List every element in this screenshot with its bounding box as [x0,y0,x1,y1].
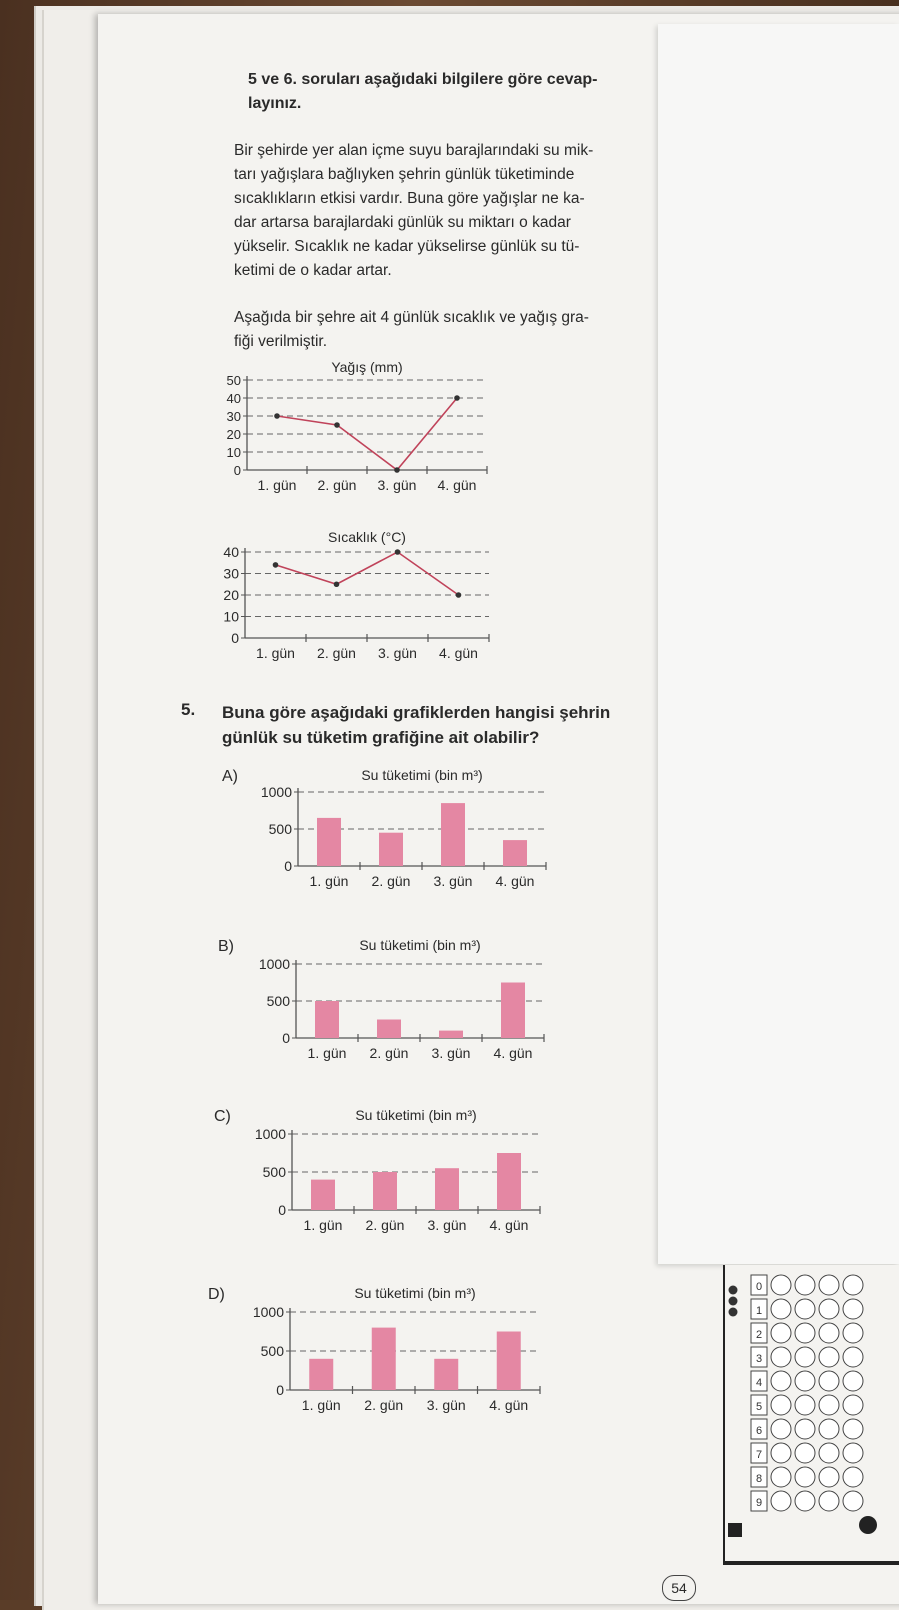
x-tick-label: 2. gün [371,873,411,889]
intro-paragraph [234,139,652,283]
x-tick-label: 2. gün [364,1397,404,1413]
y-tick-label: 0 [233,463,241,478]
answer-bubble[interactable] [843,1347,863,1367]
digit-label: 8 [755,1473,763,1485]
bar [497,1332,521,1391]
answer-bubble[interactable] [771,1419,791,1439]
text-line: fiği verilmiştir. [234,333,328,350]
digit-label: 7 [755,1449,763,1461]
question-line: Buna göre aşağıdaki grafiklerden hangisi şehrin [222,703,611,722]
x-tick-label: 4. gün [439,645,478,661]
answer-bubble[interactable] [795,1443,815,1463]
chart-title: Su tüketimi (bin m³) [359,938,481,953]
x-tick-label: 1. gün [256,645,295,661]
x-tick-label: 3. gün [378,645,417,661]
bar [315,1001,339,1038]
data-point [456,592,462,598]
digit-label: 3 [755,1353,763,1365]
x-tick-label: 2. gün [369,1045,409,1061]
y-tick-label: 20 [223,587,239,603]
data-point [334,581,340,587]
option-b-label[interactable]: B) [218,938,234,955]
answer-bubble[interactable] [771,1323,791,1343]
answer-bubble[interactable] [819,1419,839,1439]
bar [377,1020,401,1039]
question-line: günlük su tüketim grafiğine ait olabilir? [222,728,540,747]
answer-bubble[interactable] [843,1275,863,1295]
answer-bubble[interactable] [819,1443,839,1463]
bar [372,1328,396,1390]
bar [439,1031,463,1038]
chart-title: Su tüketimi (bin m³) [354,1286,476,1301]
answer-bubble[interactable] [819,1467,839,1487]
x-tick-label: 2. gün [317,645,356,661]
y-tick-label: 500 [260,1343,284,1359]
bar [379,833,403,866]
digit-label: 4 [755,1377,763,1389]
x-tick-label: 4. gün [437,477,477,493]
bar [373,1172,397,1210]
answer-bubble[interactable] [795,1491,815,1511]
answer-bubble[interactable] [771,1275,791,1295]
answer-bubble[interactable] [819,1299,839,1319]
answer-bubble[interactable] [795,1299,815,1319]
question-text [222,700,662,750]
answer-bubble[interactable] [795,1371,815,1391]
answer-bubble[interactable] [795,1323,815,1343]
option-c-chart[interactable] [232,1108,562,1258]
marker-dot [729,1308,738,1317]
y-tick-label: 50 [226,373,241,388]
x-tick-label: 1. gün [309,873,349,889]
answer-bubble[interactable] [771,1371,791,1391]
chart-title: Su tüketimi (bin m³) [355,1108,477,1123]
y-tick-label: 20 [226,427,241,442]
x-tick-label: 3. gün [431,1045,471,1061]
y-tick-label: 500 [262,1164,286,1180]
answer-bubble[interactable] [795,1419,815,1439]
blank-sheet [658,24,899,1264]
text-line: dar artarsa barajlardaki günlük su miktarı o kadar [234,214,571,231]
y-tick-label: 1000 [258,956,290,972]
text-line: yükselir. Sıcaklık ne kadar yükselirse günlük su tü- [234,238,580,255]
x-tick-label: 2. gün [317,477,357,493]
y-tick-label: 0 [278,1202,286,1218]
answer-bubble[interactable] [771,1443,791,1463]
answer-bubble[interactable] [819,1347,839,1367]
bar [501,983,525,1039]
bar [311,1180,335,1210]
x-tick-label: 4. gün [489,1217,529,1233]
answer-bubble[interactable] [843,1371,863,1391]
answer-bubble[interactable] [795,1395,815,1415]
digit-label: 5 [755,1401,763,1413]
y-tick-label: 10 [226,445,241,460]
option-b-chart[interactable] [236,938,566,1088]
data-point [454,395,460,401]
option-a-label[interactable]: A) [222,768,238,785]
y-tick-label: 30 [223,565,239,582]
y-tick-label: 30 [226,409,241,424]
marker-square [728,1523,742,1537]
x-tick-label: 1. gün [307,1045,347,1061]
answer-bubble[interactable] [795,1347,815,1367]
answer-bubble[interactable] [843,1419,863,1439]
text-line: Aşağıda bir şehre ait 4 günlük sıcaklık ve yağış gra- [234,309,589,326]
y-tick-label: 10 [223,608,239,625]
option-c-label[interactable]: C) [214,1108,231,1125]
x-tick-label: 3. gün [377,477,417,493]
x-tick-label: 4. gün [489,1397,529,1413]
answer-bubble[interactable] [819,1371,839,1391]
answer-bubble[interactable] [795,1275,815,1295]
marker-dot [729,1286,738,1295]
digit-label: 1 [755,1305,763,1317]
digit-label: 6 [755,1425,763,1437]
x-tick-label: 1. gün [303,1217,343,1233]
data-point [273,562,279,568]
chart-title: Sıcaklık (°C) [328,530,406,545]
question-number: 5. [181,700,196,719]
rainfall-chart [200,360,520,510]
answer-bubble-grid [723,1265,899,1565]
page-number: 54 [662,1575,696,1601]
bar [441,803,465,866]
bar [503,840,527,866]
y-tick-label: 40 [223,544,239,560]
answer-bubble[interactable] [819,1323,839,1343]
heading-line: 5 ve 6. soruları aşağıdaki bilgilere göre cevap- [248,71,598,88]
marker-dot [729,1297,738,1306]
y-tick-label: 0 [282,1030,290,1046]
digit-label: 2 [755,1329,763,1341]
answer-bubble[interactable] [843,1323,863,1343]
text-line: ketimi de o kadar artar. [234,262,392,279]
x-tick-label: 2. gün [365,1217,405,1233]
bar [317,818,341,866]
text-line: Bir şehirde yer alan içme suyu barajlarındaki su mik- [234,142,594,159]
x-tick-label: 4. gün [493,1045,533,1061]
chart-title: Yağış (mm) [331,360,403,375]
y-tick-label: 1000 [254,1126,286,1142]
answer-bubble[interactable] [843,1395,863,1415]
y-tick-label: 0 [284,858,292,874]
answer-bubble[interactable] [843,1467,863,1487]
y-tick-label: 500 [268,821,292,837]
x-tick-label: 4. gün [495,873,535,889]
y-tick-label: 1000 [260,784,292,800]
answer-bubble[interactable] [795,1467,815,1487]
text-line: tarı yağışlara bağlıyken şehrin günlük tüketiminde [234,166,575,183]
answer-bubble[interactable] [843,1299,863,1319]
chart-title: Su tüketimi (bin m³) [361,768,483,783]
answer-bubble[interactable] [771,1347,791,1367]
option-d-label[interactable]: D) [208,1286,225,1303]
answer-bubble[interactable] [819,1395,839,1415]
y-tick-label: 40 [226,391,241,406]
answer-bubble[interactable] [843,1443,863,1463]
bar [497,1153,521,1210]
x-tick-label: 3. gün [433,873,473,889]
bar [434,1359,458,1390]
option-d-chart[interactable] [228,1286,558,1436]
bar [435,1168,459,1210]
graph-intro-paragraph [234,306,652,354]
answer-bubble[interactable] [771,1491,791,1511]
answer-bubble[interactable] [819,1491,839,1511]
y-tick-label: 500 [266,993,290,1009]
answer-bubble[interactable] [843,1491,863,1511]
y-tick-label: 1000 [252,1304,284,1320]
x-tick-label: 3. gün [426,1397,466,1413]
digit-label: 9 [755,1497,763,1509]
answer-bubble[interactable] [771,1395,791,1415]
heading-line: layınız. [248,95,302,112]
y-tick-label: 0 [276,1382,284,1398]
y-tick-label: 0 [231,630,239,646]
data-point [334,422,340,428]
bar [309,1359,333,1390]
answer-bubble[interactable] [819,1275,839,1295]
option-a-chart[interactable] [240,768,570,918]
x-tick-label: 1. gün [301,1397,341,1413]
temperature-chart [200,530,520,680]
digit-label: 0 [755,1281,763,1293]
data-point [394,467,400,473]
x-tick-label: 3. gün [427,1217,467,1233]
answer-bubble[interactable] [771,1299,791,1319]
section-heading [248,68,648,116]
x-tick-label: 1. gün [257,477,297,493]
answer-bubble[interactable] [771,1467,791,1487]
marker-circle [859,1516,877,1534]
data-point [395,549,401,555]
data-point [274,413,280,419]
text-line: sıcaklıkların etkisi vardır. Buna göre yağışlar ne ka- [234,190,585,207]
